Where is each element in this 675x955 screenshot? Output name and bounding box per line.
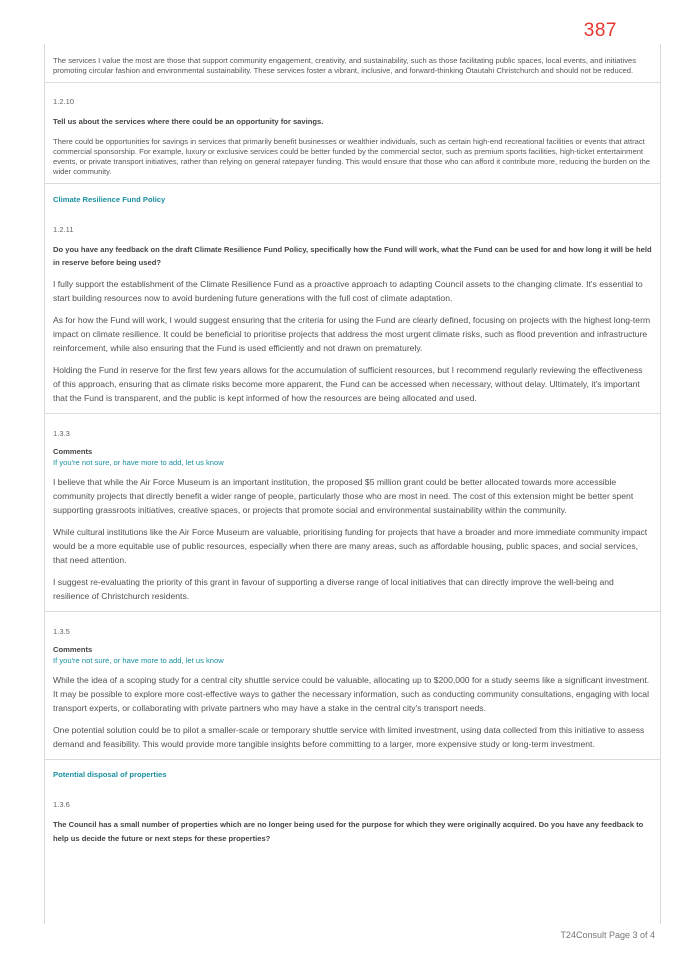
answer-paragraph: While the idea of a scoping study for a central city shuttle service could be valuable, allocating up to $200,000 for a study seems like a significant investment. It may be possible to explore more cost-effective ways to gather the necessary information, such as conducting community consultations, engaging with local transport experts, or collaborating with private partners who may have a stake in the central city's transport needs. [53, 675, 650, 714]
section-heading-climate: Climate Resilience Fund Policy [53, 194, 166, 204]
intro-answer: The services I value the most are those that support community engagement, creativity, and sustainability, such as those facilitating public spaces, local events, and initiatives promoting circular fashion and environmental sustainability. These services foster a vibrant, inclusive, and forward-thinking Ōtautahi Christchurch and should not be reduced. [53, 56, 637, 76]
comments-hint: If you're not sure, or have more to add, let us know [53, 656, 224, 666]
answer-paragraph: While cultural institutions like the Air Force Museum are valuable, prioritising funding for projects that have a broader and more immediate community impact would be a more equitable use of public resources, especially when there are many areas, such as affordable housing, public spaces, and social services, that need attention. [53, 527, 648, 566]
comments-label: Comments [53, 447, 93, 457]
comments-hint: If you're not sure, or have more to add, let us know [53, 458, 224, 468]
question-number: 1.2.11 [53, 224, 74, 234]
answer-text: There could be opportunities for savings in services that primarily benefit businesses or wealthier individuals, such as certain high-end recreational facilities or events that attract commercial sponsorship. For example, luxury or exclusive services could be better funded by the commercial sector, such as premium sports facilities, high-ticket entertainment events, or private transport initiatives, rather than relying on general ratepayer funding. This would ensure that those who can afford it contribute more, reducing the burden on the wider community. [53, 136, 651, 177]
document-body [44, 44, 661, 924]
divider [45, 759, 660, 760]
divider [45, 611, 660, 612]
section-heading-properties: Potential disposal of properties [53, 770, 167, 780]
answer-paragraph: One potential solution could be to pilot a smaller-scale or temporary shuttle service with limited investment, using data collected from this initiative to assess demand and feasibility. This would provide more tangible insights before committing to a larger, more expensive study or long-term investment. [53, 725, 645, 750]
question-number: 1.2.10 [53, 97, 75, 107]
question-text: Do you have any feedback on the draft Climate Resilience Fund Policy, specifically how the Fund will work, what the Fund can be used for and how long it will be held in reserve before being used? [53, 244, 652, 268]
question-text: The Council has a small number of properties which are no longer being used for the purpose for which they were originally acquired. Do you have any feedback to help us decide the future or next steps for these properties? [53, 820, 644, 843]
page-number: 387 [583, 20, 617, 41]
divider [45, 413, 660, 414]
page-footer: T24Consult Page 3 of 4 [560, 930, 655, 940]
answer-paragraph: Holding the Fund in reserve for the first few years allows for the accumulation of sufficient resources, but I recommend regularly reviewing the effectiveness of this approach, ensuring that as climate risks become more apparent, the Fund can be accessed when necessary, without delay. Ultimately, it's important that the Fund is transparent, and the public is kept informed of how the resources are being allocated and used. [53, 365, 643, 404]
question-number: 1.3.6 [53, 800, 70, 810]
answer-paragraph: As for how the Fund will work, I would suggest ensuring that the criteria for using the Fund are clearly defined, focusing on projects with the highest long-term impact on climate resilience. It could be beneficial to prioritise projects that address the most urgent climate risks, such as flood prevention and infrastructure reinforcement, while also ensuring that the Fund is used efficiently and not drawn on prematurely. [53, 315, 651, 354]
divider [45, 183, 660, 184]
question-text: Tell us about the services where there could be an opportunity for savings. [53, 117, 324, 127]
question-number: 1.3.3 [53, 429, 70, 439]
answer-paragraph: I fully support the establishment of the Climate Resilience Fund as a proactive approach to adapting Council assets to the changing climate. It's essential to start building resources now to avoid burdening future generations with the full cost of climate adaptation. [53, 279, 643, 304]
answer-paragraph: I suggest re-evaluating the priority of this grant in favour of supporting a diverse range of local initiatives that can directly improve the well-being and resilience of Christchurch residents. [53, 577, 614, 602]
comments-label: Comments [53, 645, 93, 655]
divider [45, 82, 660, 83]
question-number: 1.3.5 [53, 627, 70, 637]
answer-paragraph: I believe that while the Air Force Museum is an important institution, the proposed $5 million grant could be better allocated towards more accessible community projects that directly benefit a wider range of people, particularly those who are most in need. The cost of this extension might be better spent supporting grassroots initiatives, creative spaces, or projects that promote social and environmental sustainability within the community. [53, 477, 634, 516]
